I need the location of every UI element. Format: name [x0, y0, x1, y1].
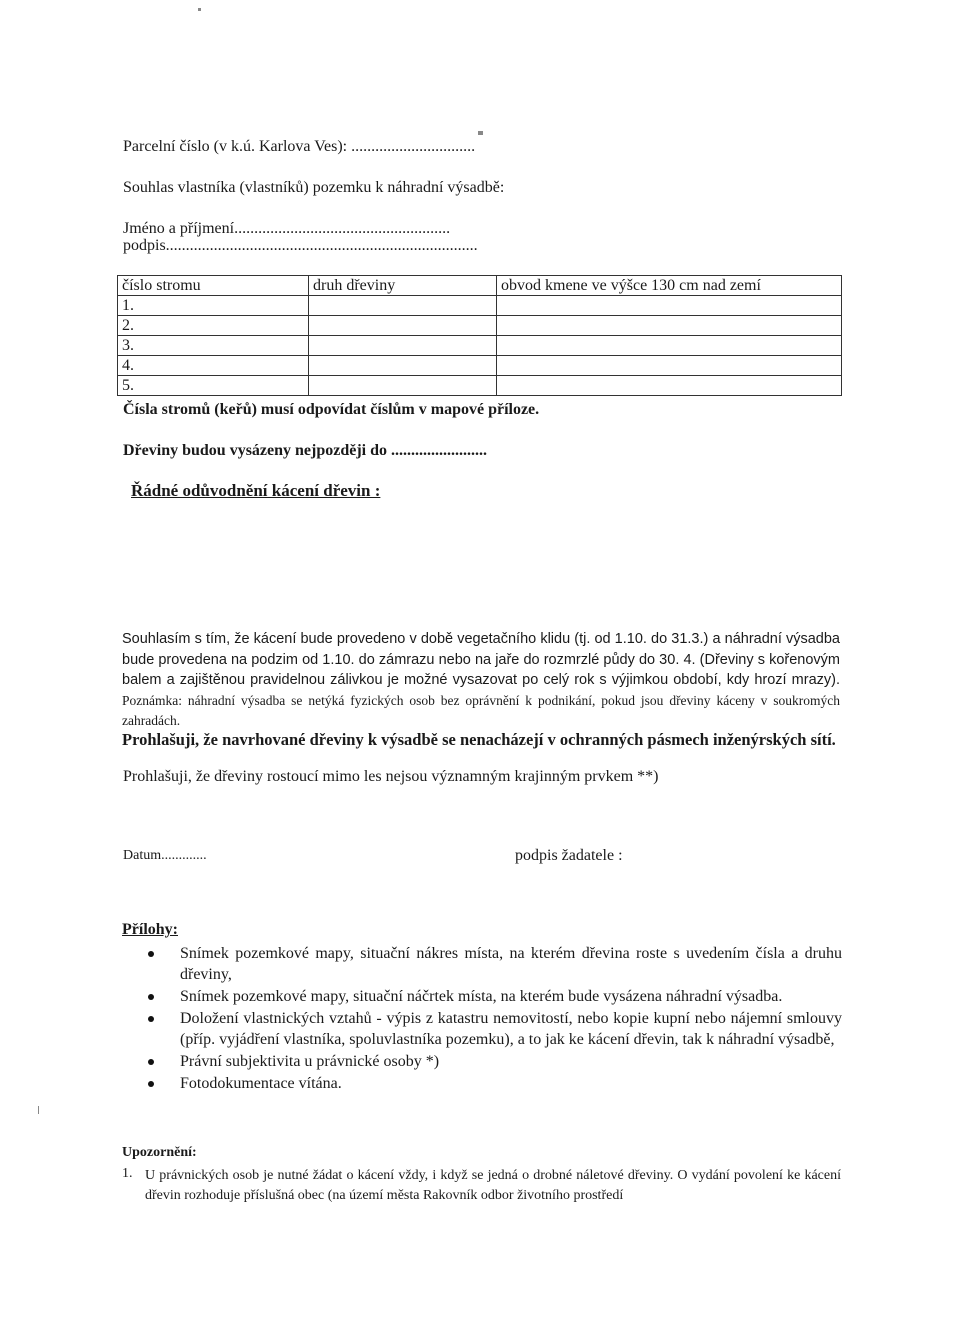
table-row [118, 356, 842, 376]
cell-circumference [497, 356, 842, 376]
signature-label: podpis [123, 237, 166, 254]
trees-table [117, 275, 842, 396]
name-line [123, 220, 450, 238]
scan-speck [198, 8, 201, 11]
bullet-icon [148, 1016, 154, 1022]
planting-deadline-dots: ........................ [391, 442, 488, 459]
consent-text: Souhlasím s tím, že kácení bude provedeno v době vegetačního klidu (tj. od 1.10. do 31.3.) a náhradní výsadba bude provedena na podzim od 1.10. do zámrazu nebo na jaře do rozmrzlé půdy do 30. 4. (Dřeviny s kořenovým balem a zajištěnou pravidelnou zálivkou je možné vysazovat po celý rok s výjimkou období, kdy hrozí mrazy). [122, 631, 840, 688]
list-item [148, 1051, 842, 1072]
cell-number: 4. [118, 356, 309, 376]
parcel-dots: ............................... [351, 138, 476, 155]
table-row [118, 296, 842, 316]
tree-numbers-note: Čísla stromů (keřů) musí odpovídat číslům v mapové příloze. [123, 401, 540, 418]
date-field [123, 848, 207, 864]
cell-number: 1. [118, 296, 309, 316]
list-item [148, 1008, 842, 1050]
declaration-landscape: Prohlašuji, že dřeviny rostoucí mimo les nejsou významným krajinným prvkem **) [123, 768, 659, 785]
warning-number: 1. [122, 1166, 133, 1181]
cell-circumference [497, 296, 842, 316]
attachments-heading: Přílohy: [122, 921, 178, 938]
attachment-text: Snímek pozemkové mapy, situační náčrtek místa, na kterém bude vysázena náhradní výsadba. [180, 988, 783, 1005]
scan-speck [478, 131, 483, 135]
header-tree-species: druh dřeviny [309, 276, 497, 296]
list-item [148, 1073, 842, 1094]
list-item [148, 943, 842, 985]
table-row [118, 376, 842, 396]
table-header-row [118, 276, 842, 296]
bullet-icon [148, 1059, 154, 1065]
name-dots: ...................................................... [234, 220, 451, 237]
list-item [148, 986, 842, 1007]
date-dots: ............. [161, 848, 207, 863]
cell-circumference [497, 316, 842, 336]
planting-deadline-label: Dřeviny budou vysázeny nejpozději do [123, 442, 388, 459]
cell-number: 5. [118, 376, 309, 396]
table-row [118, 336, 842, 356]
consent-paragraph [122, 629, 840, 732]
cell-circumference [497, 336, 842, 356]
attachment-text: Snímek pozemkové mapy, situační nákres místa, na kterém dřevina roste s uvedením čísla a druhu dřeviny, [180, 945, 842, 983]
attachment-text: Právní subjektivita u právnické osoby *) [180, 1053, 440, 1070]
cell-number: 3. [118, 336, 309, 356]
cell-species [309, 336, 497, 356]
attachment-text: Fotodokumentace vítána. [180, 1075, 342, 1092]
attachment-text: Doložení vlastnických vztahů - výpis z katastru nemovitostí, nebo kopie kupní nebo nájemní smlouvy (příp. vyjádření vlastníka, spoluvlastníka pozemku), a to jak ke kácení dřevin, tak k náhradní výsadbě, [180, 1010, 842, 1048]
signature-dots: .............................................................................. [165, 237, 478, 254]
parcel-line [123, 138, 475, 156]
cell-species [309, 376, 497, 396]
cell-species [309, 316, 497, 336]
declaration-networks: Prohlašuji, že navrhované dřeviny k výsadbě se nenacházejí v ochranných pásmech inženýrských sítí. [122, 730, 836, 749]
planting-deadline [123, 442, 487, 460]
header-trunk-circumference: obvod kmene ve výšce 130 cm nad zemí [497, 276, 842, 296]
date-label: Datum [123, 848, 162, 863]
parcel-label: Parcelní číslo (v k.ú. Karlova Ves): [123, 138, 348, 155]
signature-line [123, 237, 478, 255]
attachments-list [148, 943, 842, 1095]
cell-species [309, 296, 497, 316]
warning-text: U právnických osob je nutné žádat o kácení vždy, i když se jedná o drobné náletové dřeviny. O vydání povolení ke kácení dřevin rozhoduje příslušná obec (na území města Rakovník odbor životního prostředí [145, 1168, 841, 1203]
scan-speck [38, 1106, 39, 1114]
justification-heading: Řádné odůvodnění kácení dřevin : [131, 481, 381, 500]
header-tree-number: číslo stromu [118, 276, 309, 296]
cell-number: 2. [118, 316, 309, 336]
note-text: Poznámka: náhradní výsadba se netýká fyzických osob bez oprávnění k podnikání, pokud jsou dřeviny káceny v soukromých zahradách. [122, 692, 840, 728]
bullet-icon [148, 994, 154, 1000]
bullet-icon [148, 1081, 154, 1087]
cell-species [309, 356, 497, 376]
table-row [118, 316, 842, 336]
cell-circumference [497, 376, 842, 396]
bullet-icon [148, 951, 154, 957]
consent-heading: Souhlas vlastníka (vlastníků) pozemku k náhradní výsadbě: [123, 179, 505, 196]
applicant-signature: podpis žadatele : [515, 847, 623, 864]
name-label: Jméno a příjmení [123, 220, 235, 237]
warning-heading: Upozornění: [122, 1145, 197, 1160]
